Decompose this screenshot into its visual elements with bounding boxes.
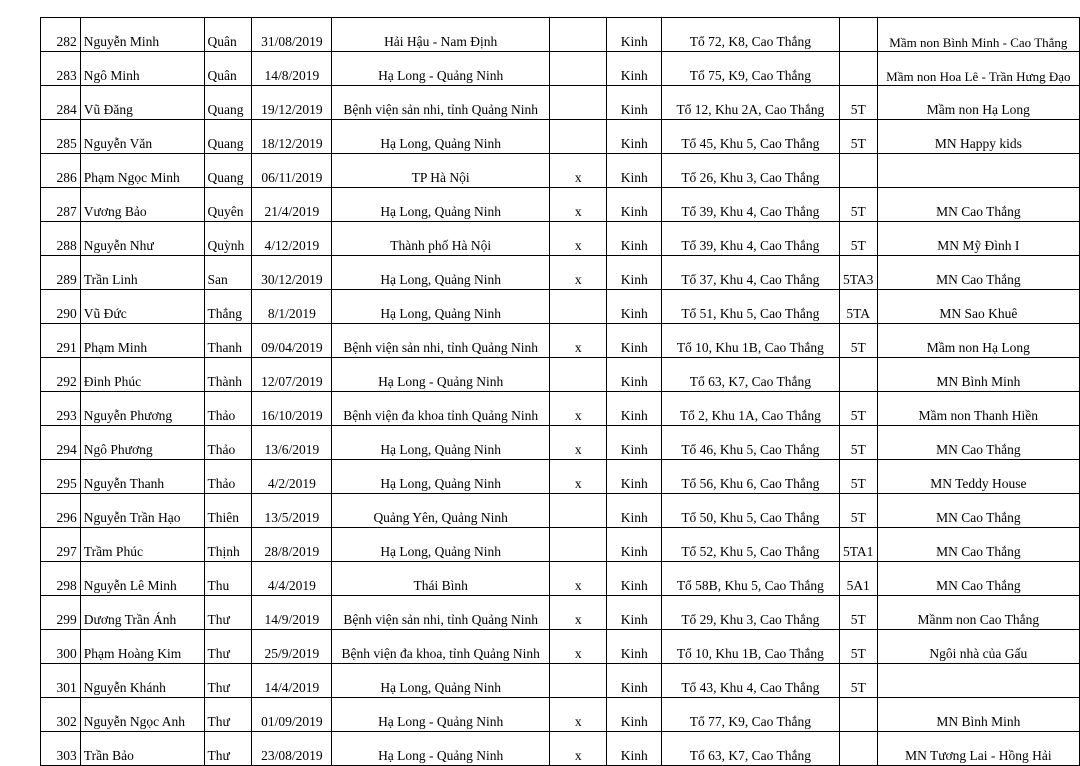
table-row <box>41 426 1080 460</box>
row-number-cell: 290 <box>41 290 81 324</box>
table-row <box>41 732 1080 766</box>
class-code-cell <box>839 358 877 392</box>
birth-place-cell: Hải Hậu - Nam Định <box>332 18 550 52</box>
birth-date-cell: 01/09/2019 <box>252 698 332 732</box>
mark-cell: x <box>550 732 607 766</box>
school-cell: MN Cao Thắng <box>877 562 1079 596</box>
birth-date-cell: 13/5/2019 <box>252 494 332 528</box>
school-cell: MN Cao Thắng <box>877 188 1079 222</box>
birth-date-cell: 19/12/2019 <box>252 86 332 120</box>
mark-cell <box>550 18 607 52</box>
birth-place-cell: Hạ Long - Quảng Ninh <box>332 358 550 392</box>
mark-cell <box>550 290 607 324</box>
ethnicity-cell: Kinh <box>607 324 662 358</box>
school-cell: MN Bình Minh <box>877 358 1079 392</box>
table-row <box>41 120 1080 154</box>
birth-place-cell: Hạ Long, Quảng Ninh <box>332 188 550 222</box>
table-row <box>41 698 1080 732</box>
row-number-cell: 288 <box>41 222 81 256</box>
mark-cell <box>550 664 607 698</box>
row-number-cell: 303 <box>41 732 81 766</box>
ethnicity-cell: Kinh <box>607 358 662 392</box>
surname-cell: Nguyễn Minh <box>80 18 204 52</box>
table-row <box>41 358 1080 392</box>
table-row <box>41 596 1080 630</box>
given-name-cell: Quang <box>204 154 252 188</box>
given-name-cell: Thắng <box>204 290 252 324</box>
birth-date-cell: 28/8/2019 <box>252 528 332 562</box>
ethnicity-cell: Kinh <box>607 290 662 324</box>
mark-cell <box>550 86 607 120</box>
birth-place-cell: Hạ Long - Quảng Ninh <box>332 732 550 766</box>
ethnicity-cell: Kinh <box>607 256 662 290</box>
birth-place-cell: TP Hà Nội <box>332 154 550 188</box>
school-cell: MN Happy kids <box>877 120 1079 154</box>
class-code-cell: 5T <box>839 630 877 664</box>
class-code-cell: 5T <box>839 494 877 528</box>
ethnicity-cell: Kinh <box>607 528 662 562</box>
school-cell: MN Sao Khuê <box>877 290 1079 324</box>
school-cell: MN Bình Minh <box>877 698 1079 732</box>
given-name-cell: Quyên <box>204 188 252 222</box>
table-row <box>41 392 1080 426</box>
address-cell: Tổ 52, Khu 5, Cao Thắng <box>662 528 840 562</box>
given-name-cell: Quỳnh <box>204 222 252 256</box>
mark-cell: x <box>550 630 607 664</box>
mark-cell: x <box>550 460 607 494</box>
class-code-cell: 5TA1 <box>839 528 877 562</box>
ethnicity-cell: Kinh <box>607 630 662 664</box>
surname-cell: Vũ Đức <box>80 290 204 324</box>
address-cell: Tổ 56, Khu 6, Cao Thắng <box>662 460 840 494</box>
birth-date-cell: 16/10/2019 <box>252 392 332 426</box>
mark-cell: x <box>550 154 607 188</box>
class-code-cell: 5TA3 <box>839 256 877 290</box>
row-number-cell: 301 <box>41 664 81 698</box>
school-cell: MN Cao Thắng <box>877 256 1079 290</box>
row-number-cell: 297 <box>41 528 81 562</box>
class-code-cell: 5T <box>839 664 877 698</box>
table-body <box>41 18 1080 766</box>
address-cell: Tổ 43, Khu 4, Cao Thắng <box>662 664 840 698</box>
class-code-cell: 5T <box>839 86 877 120</box>
surname-cell: Ngô Minh <box>80 52 204 86</box>
mark-cell: x <box>550 596 607 630</box>
school-cell: Mầm non Hoa Lê - Trần Hưng Đạo <box>877 52 1079 86</box>
table-row <box>41 188 1080 222</box>
school-cell <box>877 154 1079 188</box>
class-code-cell: 5T <box>839 460 877 494</box>
row-number-cell: 298 <box>41 562 81 596</box>
address-cell: Tổ 63, K7, Cao Thắng <box>662 358 840 392</box>
class-code-cell: 5A1 <box>839 562 877 596</box>
row-number-cell: 289 <box>41 256 81 290</box>
given-name-cell: Quang <box>204 120 252 154</box>
given-name-cell: Thư <box>204 732 252 766</box>
row-number-cell: 300 <box>41 630 81 664</box>
school-cell: MN Cao Thắng <box>877 426 1079 460</box>
ethnicity-cell: Kinh <box>607 18 662 52</box>
mark-cell <box>550 358 607 392</box>
ethnicity-cell: Kinh <box>607 460 662 494</box>
table-row <box>41 460 1080 494</box>
ethnicity-cell: Kinh <box>607 52 662 86</box>
ethnicity-cell: Kinh <box>607 494 662 528</box>
class-code-cell: 5T <box>839 222 877 256</box>
birth-place-cell: Quảng Yên, Quảng Ninh <box>332 494 550 528</box>
row-number-cell: 302 <box>41 698 81 732</box>
address-cell: Tổ 2, Khu 1A, Cao Thắng <box>662 392 840 426</box>
surname-cell: Nguyễn Trần Hạo <box>80 494 204 528</box>
table-row <box>41 290 1080 324</box>
mark-cell: x <box>550 222 607 256</box>
ethnicity-cell: Kinh <box>607 426 662 460</box>
mark-cell <box>550 120 607 154</box>
birth-date-cell: 13/6/2019 <box>252 426 332 460</box>
address-cell: Tổ 77, K9, Cao Thắng <box>662 698 840 732</box>
table-row <box>41 18 1080 52</box>
address-cell: Tổ 45, Khu 5, Cao Thắng <box>662 120 840 154</box>
given-name-cell: Quang <box>204 86 252 120</box>
table-row <box>41 494 1080 528</box>
given-name-cell: Thư <box>204 698 252 732</box>
row-number-cell: 296 <box>41 494 81 528</box>
surname-cell: Trầm Phúc <box>80 528 204 562</box>
surname-cell: Đinh Phúc <box>80 358 204 392</box>
row-number-cell: 292 <box>41 358 81 392</box>
school-cell: MN Cao Thắng <box>877 528 1079 562</box>
school-cell <box>877 664 1079 698</box>
row-number-cell: 294 <box>41 426 81 460</box>
birth-date-cell: 09/04/2019 <box>252 324 332 358</box>
mark-cell: x <box>550 324 607 358</box>
row-number-cell: 283 <box>41 52 81 86</box>
table-row <box>41 154 1080 188</box>
surname-cell: Nguyễn Văn <box>80 120 204 154</box>
address-cell: Tổ 75, K9, Cao Thắng <box>662 52 840 86</box>
given-name-cell: San <box>204 256 252 290</box>
surname-cell: Ngô Phương <box>80 426 204 460</box>
surname-cell: Phạm Ngọc Minh <box>80 154 204 188</box>
table-row <box>41 630 1080 664</box>
ethnicity-cell: Kinh <box>607 154 662 188</box>
birth-date-cell: 06/11/2019 <box>252 154 332 188</box>
ethnicity-cell: Kinh <box>607 562 662 596</box>
surname-cell: Trần Bảo <box>80 732 204 766</box>
row-number-cell: 285 <box>41 120 81 154</box>
given-name-cell: Quân <box>204 52 252 86</box>
row-number-cell: 287 <box>41 188 81 222</box>
birth-date-cell: 21/4/2019 <box>252 188 332 222</box>
birth-date-cell: 4/12/2019 <box>252 222 332 256</box>
school-cell: MN Mỹ Đình I <box>877 222 1079 256</box>
birth-date-cell: 12/07/2019 <box>252 358 332 392</box>
row-number-cell: 286 <box>41 154 81 188</box>
school-cell: Mầnm non Cao Thắng <box>877 596 1079 630</box>
mark-cell: x <box>550 256 607 290</box>
mark-cell: x <box>550 426 607 460</box>
birth-place-cell: Hạ Long, Quảng Ninh <box>332 528 550 562</box>
given-name-cell: Thảo <box>204 392 252 426</box>
student-list-table <box>40 17 1080 766</box>
given-name-cell: Thư <box>204 596 252 630</box>
surname-cell: Nguyễn Như <box>80 222 204 256</box>
school-cell: MN Tương Lai - Hồng Hải <box>877 732 1079 766</box>
ethnicity-cell: Kinh <box>607 392 662 426</box>
mark-cell: x <box>550 698 607 732</box>
address-cell: Tổ 10, Khu 1B, Cao Thắng <box>662 630 840 664</box>
class-code-cell <box>839 52 877 86</box>
birth-place-cell: Hạ Long, Quảng Ninh <box>332 426 550 460</box>
surname-cell: Vũ Đăng <box>80 86 204 120</box>
given-name-cell: Thiên <box>204 494 252 528</box>
ethnicity-cell: Kinh <box>607 664 662 698</box>
given-name-cell: Thảo <box>204 460 252 494</box>
address-cell: Tổ 26, Khu 3, Cao Thắng <box>662 154 840 188</box>
row-number-cell: 282 <box>41 18 81 52</box>
mark-cell: x <box>550 392 607 426</box>
table-row <box>41 222 1080 256</box>
class-code-cell: 5T <box>839 120 877 154</box>
table-row <box>41 664 1080 698</box>
table-row <box>41 528 1080 562</box>
birth-place-cell: Bệnh viện sản nhi, tỉnh Quảng Ninh <box>332 324 550 358</box>
row-number-cell: 295 <box>41 460 81 494</box>
surname-cell: Nguyễn Thanh <box>80 460 204 494</box>
ethnicity-cell: Kinh <box>607 188 662 222</box>
class-code-cell <box>839 154 877 188</box>
birth-date-cell: 25/9/2019 <box>252 630 332 664</box>
birth-date-cell: 18/12/2019 <box>252 120 332 154</box>
birth-place-cell: Hạ Long, Quảng Ninh <box>332 120 550 154</box>
class-code-cell: 5TA <box>839 290 877 324</box>
address-cell: Tổ 29, Khu 3, Cao Thắng <box>662 596 840 630</box>
birth-place-cell: Bệnh viện sản nhi, tỉnh Quảng Ninh <box>332 86 550 120</box>
address-cell: Tổ 12, Khu 2A, Cao Thắng <box>662 86 840 120</box>
birth-place-cell: Thành phố Hà Nội <box>332 222 550 256</box>
birth-place-cell: Bệnh viện đa khoa, tỉnh Quảng Ninh <box>332 630 550 664</box>
ethnicity-cell: Kinh <box>607 732 662 766</box>
address-cell: Tổ 50, Khu 5, Cao Thắng <box>662 494 840 528</box>
surname-cell: Phạm Minh <box>80 324 204 358</box>
ethnicity-cell: Kinh <box>607 86 662 120</box>
table-row <box>41 52 1080 86</box>
ethnicity-cell: Kinh <box>607 222 662 256</box>
address-cell: Tổ 51, Khu 5, Cao Thắng <box>662 290 840 324</box>
birth-date-cell: 23/08/2019 <box>252 732 332 766</box>
class-code-cell: 5T <box>839 188 877 222</box>
birth-place-cell: Hạ Long, Quảng Ninh <box>332 256 550 290</box>
surname-cell: Nguyễn Khánh <box>80 664 204 698</box>
surname-cell: Trần Linh <box>80 256 204 290</box>
ethnicity-cell: Kinh <box>607 120 662 154</box>
address-cell: Tổ 72, K8, Cao Thắng <box>662 18 840 52</box>
birth-date-cell: 4/2/2019 <box>252 460 332 494</box>
table-row <box>41 86 1080 120</box>
school-cell: MN Cao Thắng <box>877 494 1079 528</box>
surname-cell: Nguyễn Phương <box>80 392 204 426</box>
surname-cell: Nguyễn Lê Minh <box>80 562 204 596</box>
class-code-cell: 5T <box>839 324 877 358</box>
birth-place-cell: Hạ Long - Quảng Ninh <box>332 698 550 732</box>
surname-cell: Dương Trần Ánh <box>80 596 204 630</box>
ethnicity-cell: Kinh <box>607 698 662 732</box>
birth-date-cell: 14/9/2019 <box>252 596 332 630</box>
class-code-cell: 5T <box>839 426 877 460</box>
birth-date-cell: 4/4/2019 <box>252 562 332 596</box>
row-number-cell: 291 <box>41 324 81 358</box>
birth-place-cell: Hạ Long - Quảng Ninh <box>332 52 550 86</box>
class-code-cell: 5T <box>839 596 877 630</box>
row-number-cell: 293 <box>41 392 81 426</box>
mark-cell <box>550 528 607 562</box>
birth-place-cell: Hạ Long, Quảng Ninh <box>332 290 550 324</box>
mark-cell: x <box>550 562 607 596</box>
birth-date-cell: 30/12/2019 <box>252 256 332 290</box>
class-code-cell <box>839 698 877 732</box>
row-number-cell: 299 <box>41 596 81 630</box>
school-cell: MN Teddy House <box>877 460 1079 494</box>
given-name-cell: Quân <box>204 18 252 52</box>
table-row <box>41 256 1080 290</box>
mark-cell <box>550 494 607 528</box>
address-cell: Tổ 39, Khu 4, Cao Thắng <box>662 222 840 256</box>
birth-place-cell: Bệnh viện sản nhi, tỉnh Quảng Ninh <box>332 596 550 630</box>
birth-date-cell: 8/1/2019 <box>252 290 332 324</box>
birth-place-cell: Hạ Long, Quảng Ninh <box>332 664 550 698</box>
table-row <box>41 324 1080 358</box>
surname-cell: Phạm Hoàng Kim <box>80 630 204 664</box>
address-cell: Tổ 39, Khu 4, Cao Thắng <box>662 188 840 222</box>
address-cell: Tổ 37, Khu 4, Cao Thắng <box>662 256 840 290</box>
birth-date-cell: 14/4/2019 <box>252 664 332 698</box>
birth-place-cell: Bệnh viện đa khoa tỉnh Quảng Ninh <box>332 392 550 426</box>
school-cell: Mầm non Thanh Hiền <box>877 392 1079 426</box>
school-cell: Mầm non Hạ Long <box>877 324 1079 358</box>
surname-cell: Vương Bảo <box>80 188 204 222</box>
given-name-cell: Thư <box>204 630 252 664</box>
school-cell: Mầm non Hạ Long <box>877 86 1079 120</box>
ethnicity-cell: Kinh <box>607 596 662 630</box>
birth-date-cell: 14/8/2019 <box>252 52 332 86</box>
school-cell: Ngôi nhà của Gấu <box>877 630 1079 664</box>
address-cell: Tổ 63, K7, Cao Thắng <box>662 732 840 766</box>
school-cell: Mầm non Bình Minh - Cao Thắng <box>877 18 1079 52</box>
given-name-cell: Thư <box>204 664 252 698</box>
mark-cell <box>550 52 607 86</box>
table-row <box>41 562 1080 596</box>
address-cell: Tổ 10, Khu 1B, Cao Thắng <box>662 324 840 358</box>
given-name-cell: Thanh <box>204 324 252 358</box>
mark-cell: x <box>550 188 607 222</box>
birth-place-cell: Hạ Long, Quảng Ninh <box>332 460 550 494</box>
class-code-cell: 5T <box>839 392 877 426</box>
address-cell: Tổ 46, Khu 5, Cao Thắng <box>662 426 840 460</box>
birth-date-cell: 31/08/2019 <box>252 18 332 52</box>
class-code-cell <box>839 732 877 766</box>
given-name-cell: Thành <box>204 358 252 392</box>
given-name-cell: Thảo <box>204 426 252 460</box>
birth-place-cell: Thái Bình <box>332 562 550 596</box>
given-name-cell: Thịnh <box>204 528 252 562</box>
address-cell: Tổ 58B, Khu 5, Cao Thắng <box>662 562 840 596</box>
given-name-cell: Thu <box>204 562 252 596</box>
surname-cell: Nguyễn Ngọc Anh <box>80 698 204 732</box>
row-number-cell: 284 <box>41 86 81 120</box>
class-code-cell <box>839 18 877 52</box>
